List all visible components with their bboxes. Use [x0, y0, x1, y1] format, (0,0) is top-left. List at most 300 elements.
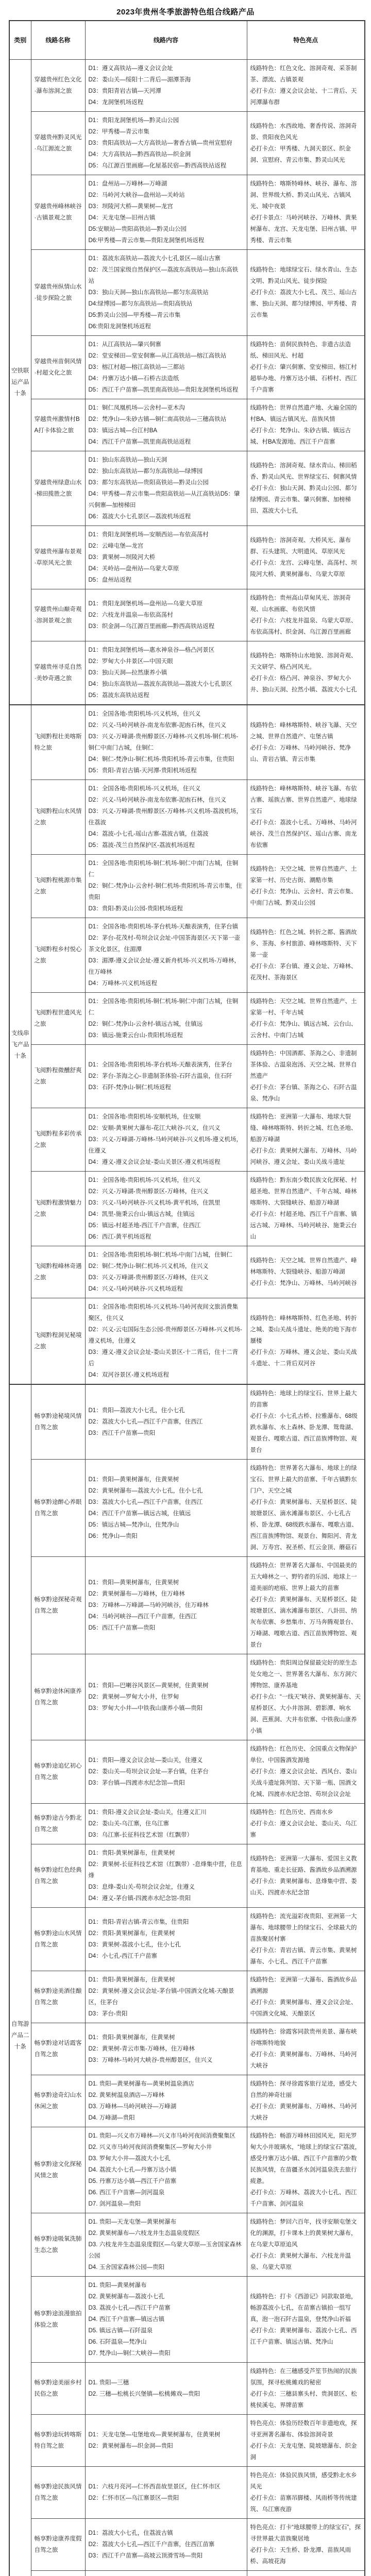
route-content-cell: [85, 1557, 247, 1654]
itinerary-day-line: D3：织金洞—乌江源百里画廊—黔西高铁站返程: [89, 621, 244, 632]
table-row: [9, 1384, 365, 1460]
route-content-cell: [85, 2571, 247, 2576]
itinerary-day-line: D2：铜仁-梵净山-铜仁机场-兴义机场，住兴义: [89, 1261, 244, 1272]
itinerary-day-line: D5：荔波东高铁站返程: [89, 690, 244, 701]
itinerary-day-line: D1：全国各地-贵阳机场-茅台机场-天酿表演秀，住茅台: [89, 1059, 244, 1071]
route-content-cell: [85, 780, 247, 855]
itinerary-day-line: D1：天龙屯堡—屯堡地戏—黄果树瀑布，住黄果树: [89, 2429, 244, 2441]
route-name-cell: 畅享黔途美酒佳酿自驾之旅: [31, 1971, 85, 2023]
itinerary-day-line: D1：贵阳—黄果树瀑布，住黄果树: [89, 1474, 244, 1485]
highlight-line: 必打卡点：荔波大小七孔、茂兰、瑶山古寨、独山天洞、都匀绿博园、甲秀楼、青云市集: [250, 287, 362, 321]
itinerary-day-line: D1：贵阳-遵义会议会址-娄山关，住遵义汇川: [89, 1807, 244, 1818]
highlights-cell: [247, 451, 365, 526]
table-row: [9, 705, 365, 780]
highlight-line: 必打卡点：独山天洞、黔灵山公园、都匀绿博园、青云市集、肇兴侗寨、加榜梯田、荔波大小七孔: [250, 483, 362, 517]
highlights-cell: [247, 1298, 365, 1385]
table-row: [9, 1108, 365, 1172]
itinerary-day-line: D2：黄果树-遵义会议会址-茅台镇-中国酒文化城-天酿景区，住茅台: [89, 1986, 244, 2008]
itinerary-day-line: D1. 贵阳—三穗: [89, 2377, 244, 2388]
highlight-line: 必打卡点：荔波小七孔、万峰林、马岭河峡谷、茂兰自然保护区、瑶山古寨、南龙布依寨: [250, 817, 362, 851]
itinerary-day-line: D1：贵阳—遵义会议会址—娄山关，住遵义: [89, 1755, 244, 1766]
highlight-line: 必打卡点：遵义会议会址、西风台、娄山关战斗遗址陈列馆、天下第一瓶、国酒文化城、四渡赤水纪念馆、苟坝会议会址: [250, 1766, 362, 1800]
highlight-line: 必打卡点：苗寨吊脚楼、风雨桥等传统建筑、乌江寨夜游: [250, 2493, 362, 2515]
table-row: [9, 2519, 365, 2571]
route-content-cell: [85, 641, 247, 705]
highlight-line: 线路特色：溶洞奇观、大桥风光、瀑布群、石头建筑、大明遗风、草原风光: [250, 535, 362, 557]
itinerary-day-line: D1：独山东高铁站—独山天洞: [89, 454, 244, 466]
route-content-cell: [85, 2213, 247, 2277]
itinerary-day-line: D6:甲秀楼—青云市集—贵阳龙洞堡机场返程: [89, 235, 244, 246]
table-row: [9, 2467, 365, 2519]
table-row: [9, 1740, 365, 1804]
route-content-cell: [85, 1108, 247, 1172]
itinerary-day-line: D3：罗甸大小井—中铁我山康养小镇—贵阳: [89, 1703, 244, 1714]
highlight-line: 线路特色：中国酒都、茶海之心、非遗制茶体验、古温泉泡汤、天空之城、世界自然遗产: [250, 1048, 362, 1082]
itinerary-day-line: D3：镇远-施秉云台山-贵阳机场返程: [89, 1030, 244, 1041]
highlight-line: 线路特色：梦回六百年，找寻安顺屯堡文化的渊源，打卡课本上的黄果树大瀑布，在乌蒙大草原追风: [250, 2216, 362, 2250]
highlight-line: 必打卡点：万峰林、马岭河峡谷、梵净山、青岩古镇、青云市集: [250, 742, 362, 765]
itinerary-day-line: D3：贵阳青岩古镇—天河潭: [89, 86, 244, 97]
highlight-line: 线路特色：畅游万峰林田园风光，阳光罗甸大小井玻璃水，“地球上的绿宝石”荔波，感受丹寨万达小镇、西江千户苗寨的少数民族风情，在苗疆圣水剑河温泉洗去旅行疲惫。: [250, 2130, 362, 2187]
itinerary-day-line: D1：遵义高铁站—遵义会议会址: [89, 63, 244, 74]
highlight-line: 线路特色：峰林喀斯特、峡谷飞瀑、天空之城、世界自然遗产、屯堡古镇: [250, 720, 362, 742]
itinerary-day-line: D2：仁怀市区—乌江寨景区—贵阳: [89, 2493, 244, 2504]
itinerary-day-line: D2：娄山关—苟坝会议会址—茅台镇，住茅台: [89, 1766, 244, 1777]
itinerary-day-line: D3：万峰林—万峰湖—马岭河峡谷，住万峰林: [89, 1600, 244, 1611]
itinerary-day-line: D3：茅台镇—四渡赤水纪念馆—贵阳: [89, 1777, 244, 1789]
itinerary-day-line: D2：黄果树-长征科技艺术馆（红飘带）-息烽集中营，住息烽: [89, 1859, 244, 1882]
table-body: [9, 60, 365, 2576]
itinerary-day-line: D4：龙洞堡机场返程: [89, 97, 244, 108]
table-row: [9, 2075, 365, 2127]
route-name-cell: 穿越贵州苗侗风情·村超文化之旅: [31, 336, 85, 399]
itinerary-day-line: D4：兴义-马岭河峡谷-兴义机场返程: [89, 1283, 244, 1295]
highlight-line: 必打卡点：三穗县寨头村、贵洞景区、松桃侯溪屯、界牌苗寨: [250, 2388, 362, 2411]
highlights-cell: [247, 399, 365, 451]
highlight-line: 必打卡点：小七孔古桥、拉雅瀑布、68级跌水瀑布、水上森林、卧龙潭、鸳鸯湖、观景台、嘎歌古道、西江苗族博物馆、观景台: [250, 1411, 362, 1456]
header-route-content: 线路内容: [85, 21, 247, 60]
table-row: [9, 250, 365, 336]
itinerary-day-line: D3：兴义-万峰湖-贵州醇景区-万峰林-兴义机场-荔波机场，住荔波: [89, 806, 244, 828]
itinerary-day-line: D6. 西江千户苗寨—剑河温泉: [89, 2187, 244, 2198]
highlight-line: 线路特色：峰林喀斯特、红色圣地、转折之城、娄山关战斗遗址、绝美的地下海市蜃楼: [250, 1313, 362, 1347]
itinerary-day-line: D3：乌江寨-长征科技艺术馆（红飘带）: [89, 1829, 244, 1841]
highlights-cell: [247, 918, 365, 993]
route-content-cell: [85, 2075, 247, 2127]
route-name-cell: 畅享黔途古今黔北自驾之旅: [31, 1804, 85, 1844]
itinerary-day-line: D4：独山东高铁站—荔波东高铁站—荔波大小七孔景区: [89, 679, 244, 690]
route-name-cell: 飞阅黔程乡村悦心之旅: [31, 918, 85, 993]
highlight-line: 线路特色：探寻徐霞客旅行足迹，感受大自然的神奇壮丽: [250, 2078, 362, 2101]
highlight-line: 线路特色：亚洲第一大瀑布、爱国主义教育基地、重走长征路、酱酒故乡品酒溯源: [250, 1853, 362, 1876]
route-content-cell: [85, 1908, 247, 1971]
highlight-line: 线路特色：在三穗感受芦笙节热闹的民族氛围，探寻松桃傩戏的秘密: [250, 2366, 362, 2388]
itinerary-day-line: D2：罗甸大小井景区—中国天眼: [89, 656, 244, 667]
route-name-cell: 穿越贵州绿意山水·梯田揽胜之旅: [31, 451, 85, 526]
highlights-cell: [247, 641, 365, 705]
itinerary-day-line: D1：贵阳-黄果树瀑布，住黄果树: [89, 1848, 244, 1859]
highlights-cell: [247, 336, 365, 399]
route-name-cell: 畅享黔途康养度假自驾之旅: [31, 2519, 85, 2571]
routes-table: [9, 20, 365, 2576]
header-highlights: 特色亮点: [247, 21, 365, 60]
itinerary-day-line: D2：娄山关-乌江寨，住乌江寨: [89, 1818, 244, 1829]
itinerary-day-line: D5：镇远古城—梵净山，住梵净山: [89, 1519, 244, 1531]
highlight-line: 必打卡点：六枝龙井温泉、乌蒙大草原、布依高荡村、织金洞、乌江源百里画廊: [250, 615, 362, 638]
route-name-cell: 畅享黔途玩转喀斯特自驾之旅: [31, 2415, 85, 2467]
route-name-cell: 畅享黔途民族风情自驾之旅: [31, 2467, 85, 2519]
route-name-cell: 畅享黔途探秘奇观自驾之旅: [31, 1557, 85, 1654]
table-header-row: [9, 21, 365, 60]
route-content-cell: [85, 2127, 247, 2213]
itinerary-day-line: D4:绿博园—都匀东高铁站—贵阳高铁站: [89, 298, 244, 310]
table-row: [9, 993, 365, 1045]
highlight-line: 必打卡点：黄果树瀑布、遵义会议会址、中国酒文化城、天酿景区: [250, 1997, 362, 2020]
itinerary-day-line: D1：贵阳龙洞堡机场—盘州站—乌蒙大草原: [89, 598, 244, 609]
highlight-line: 必打卡点：梵净山、云舍村、青云市集、中南门古城、黔灵山公园: [250, 886, 362, 909]
route-name-cell: 飞阅黔程多彩传承之旅: [31, 1108, 85, 1172]
route-content-cell: [85, 2023, 247, 2075]
itinerary-day-line: D2：黄果树瀑布—万峰林，住万峰林: [89, 1588, 244, 1600]
itinerary-day-line: D6：梵净山—贵阳: [89, 1531, 244, 1542]
highlight-line: 必打卡点：黄果树瀑布、天星桥景区、陡坡塘景区、滴水滩瀑布景区、八卦田、纳灰布依寨、乡愁集市、万马奔腾观景台、万峰湖、嘎歌古道、西江苗族博物馆、观景台: [250, 1594, 362, 1651]
highlights-cell: [247, 2213, 365, 2277]
itinerary-day-line: D6:贵阳龙洞堡机场返程: [89, 321, 244, 332]
highlight-line: 必打卡点：茅台镇、遵义会址、万峰林、花茂村、茶海景区: [250, 961, 362, 984]
itinerary-day-line: D1：从江高铁站—肇兴侗寨: [89, 339, 244, 350]
itinerary-day-line: D3：独山天洞—拉然康养小镇: [89, 667, 244, 679]
highlight-line: 线路特色：天空之城、世界自然遗产、土家第一村、历史古街、潮酷市集: [250, 863, 362, 886]
route-name-cell: 飞阅黔程世遗风光之旅: [31, 993, 85, 1045]
itinerary-day-line: D1：全国各地-贵阳机场-兴义机场，住兴义: [89, 1175, 244, 1186]
table-row: [9, 2277, 365, 2363]
itinerary-day-line: D3：遵义-遵义会议会址-娄山关景区-十二背后，住十二背后: [89, 1347, 244, 1369]
itinerary-day-line: D1：全国各地-贵阳机场-茅台机场-天酿表演秀，住茅台镇: [89, 921, 244, 933]
itinerary-day-line: D7. 剑河温泉—贵阳: [89, 2198, 244, 2210]
itinerary-day-line: D3：贵阳-黔灵山公园-贵阳机场返程: [89, 903, 244, 914]
itinerary-day-line: D1：全国各地-贵阳机场-铜仁机场-铜仁中南门古城，住铜仁: [89, 996, 244, 1019]
route-content-cell: [85, 1654, 247, 1740]
itinerary-day-line: D6：荔波大小七孔景区—荔波机场返程: [89, 511, 244, 522]
highlights-cell: [247, 2571, 365, 2576]
itinerary-day-line: D4：荔波-小七孔-瑶山古寨-荔波古镇，住荔波: [89, 828, 244, 840]
itinerary-day-line: D7. 梵净山—铜仁大峡谷—贵阳: [89, 2348, 244, 2359]
highlight-line: 线路特色：红色历史、西南水乡: [250, 1807, 362, 1818]
highlights-cell: [247, 2023, 365, 2075]
highlights-cell: [247, 993, 365, 1045]
header-category: 类别: [9, 21, 31, 60]
table-row: [9, 1460, 365, 1557]
itinerary-day-line: D4：凯里-施秉云台山-镇远古城，住镇远: [89, 1209, 244, 1220]
itinerary-day-line: D4：关岭站—盘州站—乌蒙大草原: [89, 563, 244, 574]
highlight-line: 必打卡点：肇兴侗寨、堂安梯田、榕江村超举办地、丹寨万达小镇、石桥村、西江千户苗寨: [250, 362, 362, 396]
highlight-line: 必打卡点：黄果树瀑布、万峰林、马岭河大峡谷: [250, 2049, 362, 2072]
itinerary-day-line: D2. 黄果树温泉酒店—万峰林: [89, 2090, 244, 2101]
itinerary-day-line: D2：兴义-万峰湖-贵州醇景区-万峰林，住兴义: [89, 1186, 244, 1197]
itinerary-day-line: D2：茅台-茶海之心-非遗制茶体验-石阡古温泉，住石阡: [89, 1071, 244, 1082]
table-row: [9, 526, 365, 589]
route-name-cell: 畅享黔途吸氧洗肺生态之旅: [31, 2213, 85, 2277]
itinerary-day-line: D6：西江-黄平机场返程: [89, 1231, 244, 1243]
highlight-line: 必打卡点：黄果树瀑布、荔波小七孔、西江千户苗寨、镇远古镇、梵净山: [250, 2325, 362, 2348]
highlight-line: 必打卡点：“一线天”峡谷、黄果树瀑布、天星桥景区、大小井溶洞、碧影潭、响水洞、芭蕉洞、大井布依寨、中铁我山康养小镇: [250, 1691, 362, 1737]
highlights-cell: [247, 1740, 365, 1804]
itinerary-day-line: D2：贵阳-黄果树瀑布，住黄果树: [89, 1928, 244, 1939]
highlights-cell: [247, 1557, 365, 1654]
highlights-cell: [247, 1971, 365, 2023]
route-name-cell: 穿越贵州寻觅自然·美妙奇遇之旅: [31, 641, 85, 705]
itinerary-day-line: D4：大方高铁站—黔西高铁站—织金洞: [89, 149, 244, 160]
itinerary-day-line: D1：全国各地-贵阳机场-兴义机场，住兴义: [89, 783, 244, 794]
itinerary-day-line: D2：娄山关—绥阳十二背后—湄潭茶海: [89, 74, 244, 86]
itinerary-day-line: D2：荔波大小七孔—西江千户苗寨，住西江苗寨: [89, 2539, 244, 2550]
table-row: [9, 60, 365, 112]
itinerary-day-line: D3：榕江村超—榕江高铁站—三都站: [89, 362, 244, 373]
route-content-cell: [85, 1172, 247, 1246]
route-content-cell: [85, 1804, 247, 1844]
route-name-cell: 飞阅黔程微醺舒爽之旅: [31, 1045, 85, 1108]
itinerary-day-line: D4：遵义-茅台镇-四渡赤水纪念馆-贵阳: [89, 1893, 244, 1904]
highlight-line: 线路特色：世界自然遗产地、火遍全国的村BA、镇远古镇风光、苗族风情: [250, 402, 362, 425]
route-name-cell: 飞阅黔程壮美喀斯特之旅: [31, 705, 85, 780]
itinerary-day-line: D3：都匀东高铁站—贵阳高铁站—黔灵山公园: [89, 477, 244, 488]
itinerary-day-line: D2：六枝龙井温泉—布依高荡村: [89, 609, 244, 621]
highlight-line: 线路特色：亚洲第一大瀑布、酱酒故乡品酒溯源: [250, 1974, 362, 1997]
highlight-line: 必打卡点：万峰林、遵义会址、娄山关战斗遗址、十二背后双河谷: [250, 1347, 362, 1369]
itinerary-day-line: D3：茅台-贵阳: [89, 2008, 244, 2020]
route-content-cell: [85, 2277, 247, 2363]
route-content-cell: [85, 60, 247, 112]
table-row: [9, 1804, 365, 1844]
table-row: [9, 589, 365, 641]
table-row: [9, 780, 365, 855]
itinerary-day-line: D3：镇远古城—台江村BA: [89, 425, 244, 436]
route-content-cell: [85, 526, 247, 589]
itinerary-day-line: D1：铜仁凤凰机场—云舍村—亚木沟: [89, 402, 244, 414]
highlight-line: 线路特色：地球绿宝石、绿水青山、生态文明、黔灵山风光、徒步探险: [250, 264, 362, 287]
table-row: [9, 1045, 365, 1108]
itinerary-day-line: D3：坝陵河大桥—黄果树—龙宫: [89, 201, 244, 212]
highlight-line: 必打卡点：龙宫、云峰屯堡、高荡村、坝陵河大桥、黄果树瀑布、乌蒙大草原: [250, 557, 362, 580]
highlights-cell: [247, 1384, 365, 1460]
table-row: [9, 1172, 365, 1246]
highlight-line: 必打卡点：梵净山、朱砂古镇、镇远古城、村BA发源地、西江千户苗寨: [250, 425, 362, 448]
itinerary-day-line: D1. 贵阳—黄果树瀑布: [89, 2280, 244, 2291]
route-name-cell: 穿越贵州瀑布景观·草原风光之旅: [31, 526, 85, 589]
itinerary-day-line: D3：黄果树-荔波小七孔，住小七孔: [89, 1939, 244, 1951]
highlights-cell: [247, 1246, 365, 1298]
itinerary-day-line: D2. 三穗—松桃长兴堡镇—松桃傩戏—贵阳: [89, 2388, 244, 2400]
itinerary-day-line: D2：黄果树瀑布—荔波大小七孔，住小七孔: [89, 1485, 244, 1497]
route-name-cell: 飞阅黔程激情魅力之旅: [31, 1172, 85, 1246]
itinerary-day-line: D1：贵阳-黄果树瀑布，住黄果树: [89, 1974, 244, 1986]
highlight-line: 必打卡点：天生桥、卧龙潭、苗族风雨桥、高坡花海: [250, 2545, 362, 2567]
highlights-cell: [247, 1654, 365, 1740]
itinerary-day-line: D3：荔波大小七孔—西江千户苗寨，住西江: [89, 1497, 244, 1508]
highlights-cell: [247, 112, 365, 175]
route-content-cell: [85, 112, 247, 175]
highlight-line: 线路特色：喀斯特山水地貌、溶洞奇观、天文研学、格凸河风光。: [250, 650, 362, 673]
itinerary-day-line: D2. 黄果树瀑布—荔波小七孔: [89, 2291, 244, 2302]
table-row: [9, 918, 365, 993]
highlights-cell: [247, 526, 365, 589]
route-name-cell: 畅享黔途奇幻山水休闲之旅: [31, 2075, 85, 2127]
itinerary-day-line: D5. 镇远古镇—石阡温泉: [89, 2325, 244, 2336]
itinerary-day-line: D3. 罗甸大小井—荔波大小七孔: [89, 2153, 244, 2164]
table-row: [9, 1557, 365, 1654]
highlights-cell: [247, 250, 365, 336]
route-content-cell: [85, 336, 247, 399]
highlights-cell: [247, 1844, 365, 1908]
highlights-cell: [247, 705, 365, 780]
itinerary-day-line: D4. 玉舍国家森林公园—贵阳: [89, 2262, 244, 2273]
route-content-cell: [85, 1844, 247, 1908]
route-name-cell: 穿越贵州山巅奇观·溶洞景观之旅: [31, 589, 85, 641]
page-title: 2023年贵州冬季旅游特色组合线路产品: [0, 6, 371, 17]
route-content-cell: [85, 2363, 247, 2415]
highlight-line: 必打卡景点：马岭河峡谷、万峰林、黄果树瀑布、龙宫、天龙屯堡、旧州古镇、甲秀楼、青云市集: [250, 212, 362, 246]
table-row: [9, 399, 365, 451]
itinerary-day-line: D1：全国各地-贵阳机场-安顺机场，住安顺: [89, 1111, 244, 1123]
itinerary-day-line: D2：甲秀楼—青云市集: [89, 126, 244, 138]
highlight-line: 线路特色：流光溢彩夜贵阳、亚洲第一大瀑布、地球腰带上的绿宝石、全球最大的苗族聚居村寨: [250, 1911, 362, 1945]
highlights-cell: [247, 2467, 365, 2519]
itinerary-day-line: D2. 黄果树瀑布—六枝龙井生态温泉度假区: [89, 2228, 244, 2239]
table-row: [9, 112, 365, 175]
itinerary-day-line: D4：遵义-遵义会议会址-娄山关景区-遵义机场返程: [89, 1157, 244, 1168]
highlight-line: 必打卡点：梵净山、镇远古城、云台山、云舍村、中南门古城: [250, 1019, 362, 1041]
itinerary-day-line: D1：贵阳—荔波大小七孔，住小七孔: [89, 1405, 244, 1416]
route-name-cell: 飞阅黔程洞见秘境之旅: [31, 1298, 85, 1385]
itinerary-day-line: D3：兴义-马岭河峡谷-兴义机场-黄平机场，住凯里: [89, 1197, 244, 1209]
table-row: [9, 1844, 365, 1908]
highlights-cell: [247, 1172, 365, 1246]
itinerary-day-line: D5:安顺站—贵阳高铁站—黔灵山公园: [89, 224, 244, 235]
itinerary-day-line: D3：西江千户苗寨—贵阳: [89, 1428, 244, 1439]
table-row: [9, 1298, 365, 1385]
itinerary-day-line: D5：荔波-茂兰自然保护区-荔波机场返程: [89, 840, 244, 851]
highlight-line: 线路特色：黔东南少数民族文化探秘、村超圣地、世界自然遗产、千年古城、峰林喀斯特、大裂缝峡谷、船游万峰湖: [250, 1175, 362, 1209]
itinerary-day-line: [89, 2574, 244, 2576]
highlight-line: 必打卡点：黄果树瀑布、万峰林、马岭河大峡谷: [250, 2101, 362, 2124]
itinerary-day-line: D1：全国各地-贵阳机场-兴义机场，住兴义: [89, 708, 244, 720]
itinerary-day-line: D5：乌江源百里画廊—化屋基民宿—黔西高铁站返程: [89, 160, 244, 172]
highlights-cell: [247, 1460, 365, 1557]
highlight-line: 必打卡点：黄果树瀑布、天星桥景区、陡坡塘景区、滴水滩瀑布景区、小七孔古桥、卧龙潭、68级跌水瀑布、嘎歌古道、西江苗族博物馆、观景台、舞阳河、青龙洞、万寿宫、祝圣桥、红云金顶、蘑菇石: [250, 1497, 362, 1553]
itinerary-day-line: D2：铜仁-梵净山-云舍村-铜仁机场-贵阳机场-青云市集，住贵阳: [89, 880, 244, 903]
itinerary-day-line: D2：梵净山—朱砂古镇—铜仁南高铁站—三穗高铁站: [89, 414, 244, 425]
table-row: [9, 855, 365, 918]
itinerary-day-line: D3：兴义-万峰湖-贵州醇景区-万峰林-兴义机场-铜仁机场-铜仁中南门古城，住铜仁: [89, 731, 244, 754]
itinerary-day-line: D2：黄果树瀑布—织金洞—贵阳: [89, 2441, 244, 2452]
highlight-line: 线路特色：世界著名大瀑布、地球上的绿宝石、世界上最大的苗寨、千年古镇黔东门户、天空之城: [250, 1463, 362, 1497]
itinerary-day-line: D4：丹寨万达小镇—石桥古法造纸: [89, 373, 244, 384]
table-row: [9, 2415, 365, 2467]
route-content-cell: [85, 399, 247, 451]
route-content-cell: [85, 250, 247, 336]
highlight-line: 特色亮点：体验民族风情，感受黔北水乡风光: [250, 2470, 362, 2493]
itinerary-day-line: D1：全国各地-贵阳机场-铜仁机场-中南门古城，住铜仁: [89, 1249, 244, 1261]
itinerary-day-line: D4. 荔波大小七孔—丹寨万达小镇: [89, 2164, 244, 2176]
route-content-cell: [85, 2519, 247, 2571]
highlight-line: 线路特色：峰林喀斯特、峡谷飞瀑、布依古寨、瑶族古寨、世界自然遗产、地球绿宝石: [250, 783, 362, 817]
itinerary-day-line: D2：云峰屯堡—龙宫: [89, 540, 244, 552]
category-cell: 空铁联运产品十条: [9, 60, 31, 705]
highlight-line: 线路特色：打卡《西游记》同款取景地，畅游荔波小七孔，在苗寨古镇拍一组写真，泡一泡石阡古温泉，登梵净山祈福: [250, 2291, 362, 2325]
route-content-cell: [85, 993, 247, 1045]
itinerary-day-line: D4：甲秀楼—青云市集—贵阳高铁站—从江高铁站D5：肇兴侗寨—加榜梯田: [89, 488, 244, 511]
route-content-cell: [85, 1384, 247, 1460]
route-name-cell: 飞阅黔程桃源市集之旅: [31, 855, 85, 918]
highlight-line: 必打卡点：村超圣地、西江千户苗寨、镇远古城、万峰林、马岭河峡谷、施秉云台山: [250, 1209, 362, 1243]
route-content-cell: [85, 451, 247, 526]
itinerary-day-line: D2：马岭河大峡谷—盘州站—关岭站: [89, 190, 244, 201]
route-content-cell: [85, 589, 247, 641]
itinerary-day-line: D1：六枝月亮河—仁怀西苗故里景区，住仁怀市区: [89, 2481, 244, 2493]
table-row: [9, 175, 365, 250]
itinerary-day-line: D3：贵阳高铁站—大方高铁站—奢香古镇—贵州宣慰府: [89, 138, 244, 149]
itinerary-day-line: D1：全国各地-贵阳机场-铜仁机场-铜仁中南门古城，住铜仁: [89, 858, 244, 880]
highlights-cell: [247, 2363, 365, 2415]
itinerary-day-line: D3：黄果树—坝陵河大桥: [89, 552, 244, 563]
route-content-cell: [85, 855, 247, 918]
itinerary-day-line: D2：黄果树—罗甸大小井，住罗甸: [89, 1691, 244, 1703]
itinerary-day-line: D4：铜仁-梵净山-铜仁机场-贵阳机场-青云市集，住贵阳: [89, 754, 244, 765]
route-name-cell: 穿越贵州峰林峡谷·古镇景观之旅: [31, 175, 85, 250]
route-name-cell: 畅享黔途追忆初心自驾之旅: [31, 1740, 85, 1804]
itinerary-day-line: D1：贵阳—巴喇谷风景区—黄果树，住黄果树: [89, 1680, 244, 1691]
itinerary-day-line: D1：贵阳龙洞堡机场—黔灵山公园: [89, 115, 244, 126]
route-name-cell: 畅享黔途红色经典自驾之旅: [31, 1844, 85, 1908]
itinerary-day-line: D1：贵阳龙洞堡机场—安顺西站—布依高荡村: [89, 529, 244, 540]
highlight-line: 线路特色：贵阳周边保留最完好的原生态处女地之一、世界著名大瀑布、东方洞穴博物馆、康养基地: [250, 1657, 362, 1691]
highlight-line: 必打卡点：黄果树大瀑布、万峰林、马岭河峡谷、遵义会址、娄山关战斗遗址: [250, 1145, 362, 1168]
route-name-cell: 畅享黔途休闲康养自驾之旅: [31, 1654, 85, 1740]
itinerary-day-line: D4：西江千户苗寨—镇远古城，住镇远: [89, 1508, 244, 1519]
highlights-cell: [247, 1045, 365, 1108]
itinerary-day-line: D4：西江千户苗寨—凯里南高铁站返程: [89, 436, 244, 448]
itinerary-day-line: D2：茂兰国家级自然保护区—荔波东高铁站—独山东高铁站: [89, 264, 244, 287]
highlight-line: 线路特色：红色之城、转折之都、酱酒故乡、茶海、乡村旅游、峰林喀斯特、天下第一壶: [250, 927, 362, 961]
itinerary-day-line: D6. 石阡温泉—梵净山: [89, 2336, 244, 2348]
itinerary-day-line: D5：西江千户苗寨—凯里南高铁站—贵阳龙洞堡机场返程: [89, 384, 244, 396]
highlight-line: 线路特色：苗侗民族特色、非遗古法造纸、梯田风光、村超: [250, 339, 362, 362]
itinerary-day-line: D3：独山天洞—独山东高铁站—都匀东高铁站: [89, 287, 244, 298]
highlight-line: 必打卡点：天龙屯堡、陡坡塘瀑布、织金洞: [250, 2441, 362, 2463]
table-row: [9, 2213, 365, 2277]
itinerary-day-line: D2：黄果树-青云市集-万峰林，住万峰林: [89, 2043, 244, 2055]
table-row: [9, 2571, 365, 2576]
route-name-cell: 飞阅黔程峰林奇遇之旅: [31, 1246, 85, 1298]
route-name-cell: 畅享黔途山水风情自驾之旅: [31, 1908, 85, 1971]
itinerary-day-line: D5:黔灵山公园—甲秀楼—青云市集: [89, 310, 244, 321]
itinerary-day-line: D2. 兴义市马岭河夜间消费聚集区—罗甸大小井: [89, 2142, 244, 2153]
itinerary-day-line: D1. 贵阳—黄果树瀑布—黄果树温泉酒店: [89, 2078, 244, 2090]
itinerary-day-line: D1：荔波东高铁站—荔波大小七孔景区—瑶山古寨: [89, 253, 244, 264]
route-content-cell: [85, 1246, 247, 1298]
highlight-line: 线路特色：天空之城、世界自然遗产、土家第一村、千年古城: [250, 996, 362, 1019]
itinerary-day-line: D2：茅台-花茂村-苟坝会议会址-中国茶海景区-天下第一壶茶文化景区，住湄潭: [89, 933, 244, 955]
itinerary-day-line: D1：全国各地-贵阳机场-兴义机场-马岭河夜间文旅消费集聚区，住兴义: [89, 1301, 244, 1324]
highlight-line: 线路特色：天空之城、世界自然遗产、峰林喀斯特、大裂缝峡谷、船游万峰湖: [250, 1255, 362, 1278]
itinerary-day-line: D4：小七孔-西江千户苗寨: [89, 1951, 244, 1962]
itinerary-day-line: D2：安顺-黄果树大瀑布-花江大峡谷-兴义，住兴义: [89, 1123, 244, 1134]
category-cell: 支线串飞产品十条: [9, 705, 31, 1384]
route-name-cell: 畅享黔途文化探秘风情之旅: [31, 2127, 85, 2213]
highlights-cell: [247, 2277, 365, 2363]
itinerary-day-line: D3：息烽-娄山关-苟坝会议会址，住遵义: [89, 1882, 244, 1893]
highlights-cell: [247, 589, 365, 641]
